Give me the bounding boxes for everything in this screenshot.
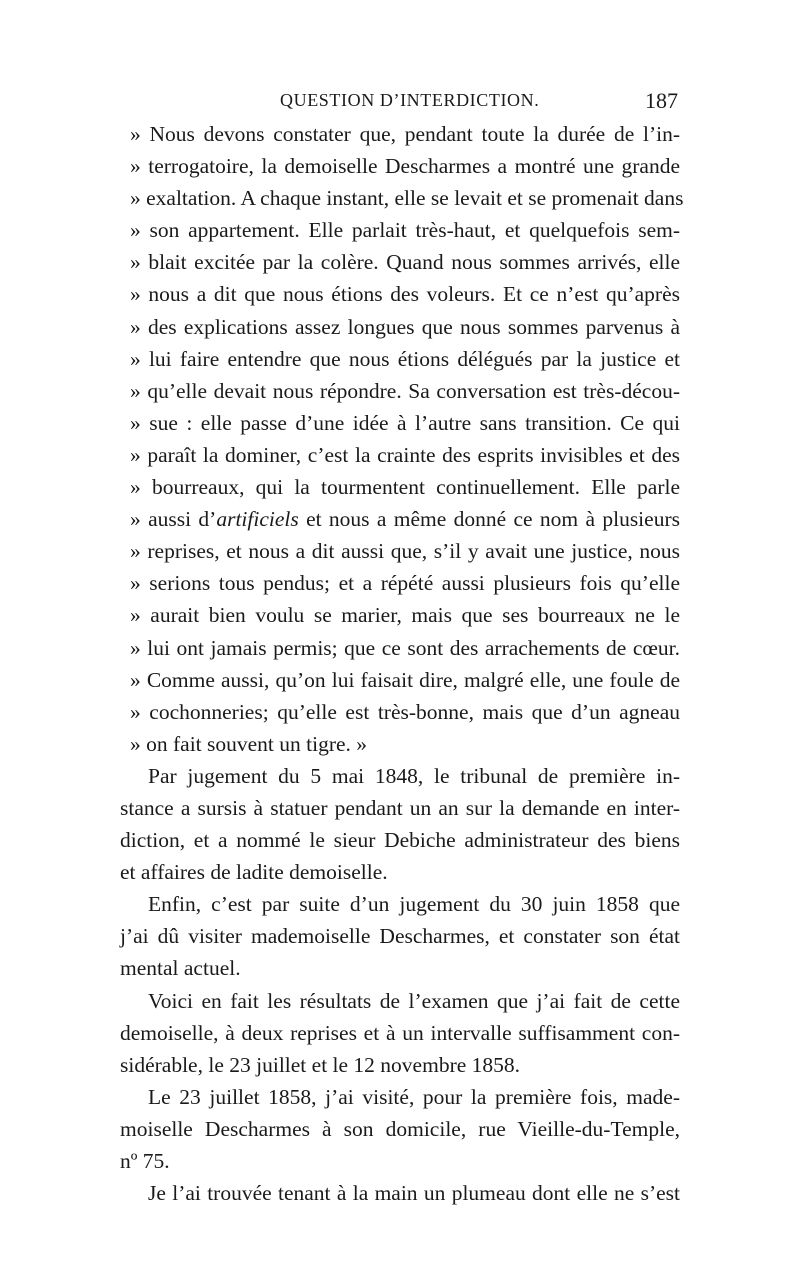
paragraph-first-line: Voici en fait les résultats de l’examen que j’ai fait de cette xyxy=(148,988,680,1013)
quoted-line: » Comme aussi, qu’on lui faisait dire, malgré elle, une foule de xyxy=(130,667,680,692)
quoted-line: » cochonneries; qu’elle est très-bonne, mais que d’un agneau xyxy=(130,699,680,724)
quoted-line: » lui faire entendre que nous étions délégués par la justice et xyxy=(130,346,680,371)
running-title: QUESTION D’INTERDICTION. xyxy=(280,90,540,110)
quoted-line: » exaltation. A chaque instant, elle se levait et se promenait dans xyxy=(130,186,684,211)
page-header xyxy=(120,88,680,118)
quoted-line: » sue : elle passe d’une idée à l’autre sans transition. Ce qui xyxy=(130,410,680,435)
quoted-line: » serions tous pendus; et a répété aussi plusieurs fois qu’elle xyxy=(130,571,680,596)
paragraph-line: moiselle Descharmes à son domicile, rue Vieille-du-Temple, xyxy=(120,1116,680,1141)
quoted-line: » nous a dit que nous étions des voleurs. Et ce n’est qu’après xyxy=(130,282,680,307)
quoted-line: » aurait bien voulu se marier, mais que ses bourreaux ne le xyxy=(130,603,680,628)
quoted-line: » reprises, et nous a dit aussi que, s’il y avait une justice, nous xyxy=(130,539,680,564)
quoted-line: » paraît la dominer, c’est la crainte des esprits invisibles et des xyxy=(130,442,680,467)
quoted-line: » Nous devons constater que, pendant toute la durée de l’in- xyxy=(130,122,680,146)
paragraph-first-line: Enfin, c’est par suite d’un jugement du 30 juin 1858 que xyxy=(148,892,680,917)
quoted-line: » des explications assez longues que nous sommes parvenus à xyxy=(130,314,680,339)
quoted-line: » aussi d’artificiels et nous a même donné ce nom à plusieurs xyxy=(130,507,680,532)
paragraph-line: nº 75. xyxy=(120,1149,170,1173)
italic-word: artificiels xyxy=(216,507,299,532)
paragraph-first-line: Par jugement du 5 mai 1848, le tribunal de première in- xyxy=(148,763,680,788)
quoted-line: » terrogatoire, la demoiselle Descharmes a montré une grande xyxy=(130,154,680,179)
quoted-line: » blait excitée par la colère. Quand nous sommes arrivés, elle xyxy=(130,250,680,275)
paragraph-line: demoiselle, à deux reprises et à un intervalle suffisamment con- xyxy=(120,1020,680,1045)
paragraph-line: mental actuel. xyxy=(120,956,241,981)
quoted-line: » lui ont jamais permis; que ce sont des arrachements de cœur. xyxy=(130,635,680,660)
paragraph-first-line: Le 23 juillet 1858, j’ai visité, pour la première fois, made- xyxy=(148,1084,680,1109)
paragraph-first-line: Je l’ai trouvée tenant à la main un plumeau dont elle ne s’est xyxy=(148,1181,680,1206)
page-number: 187 xyxy=(645,88,678,113)
quoted-line: » on fait souvent un tigre. » xyxy=(130,731,368,756)
quoted-line: » bourreaux, qui la tourmentent continuellement. Elle parle xyxy=(130,475,680,500)
paragraph-line: et affaires de ladite demoiselle. xyxy=(120,860,388,885)
page-body xyxy=(120,118,684,1209)
quoted-line: » son appartement. Elle parlait très-haut, et quelquefois sem- xyxy=(130,218,680,243)
quoted-line: » qu’elle devait nous répondre. Sa conversation est très-décou- xyxy=(130,378,680,403)
paragraph-line: j’ai dû visiter mademoiselle Descharmes, et constater son état xyxy=(120,924,680,949)
paragraph-line: sidérable, le 23 juillet et le 12 novembre 1858. xyxy=(120,1052,521,1077)
paragraph-line: diction, et a nommé le sieur Debiche administrateur des biens xyxy=(120,828,680,853)
paragraph-line: stance a sursis à statuer pendant un an sur la demande en inter- xyxy=(120,795,680,820)
